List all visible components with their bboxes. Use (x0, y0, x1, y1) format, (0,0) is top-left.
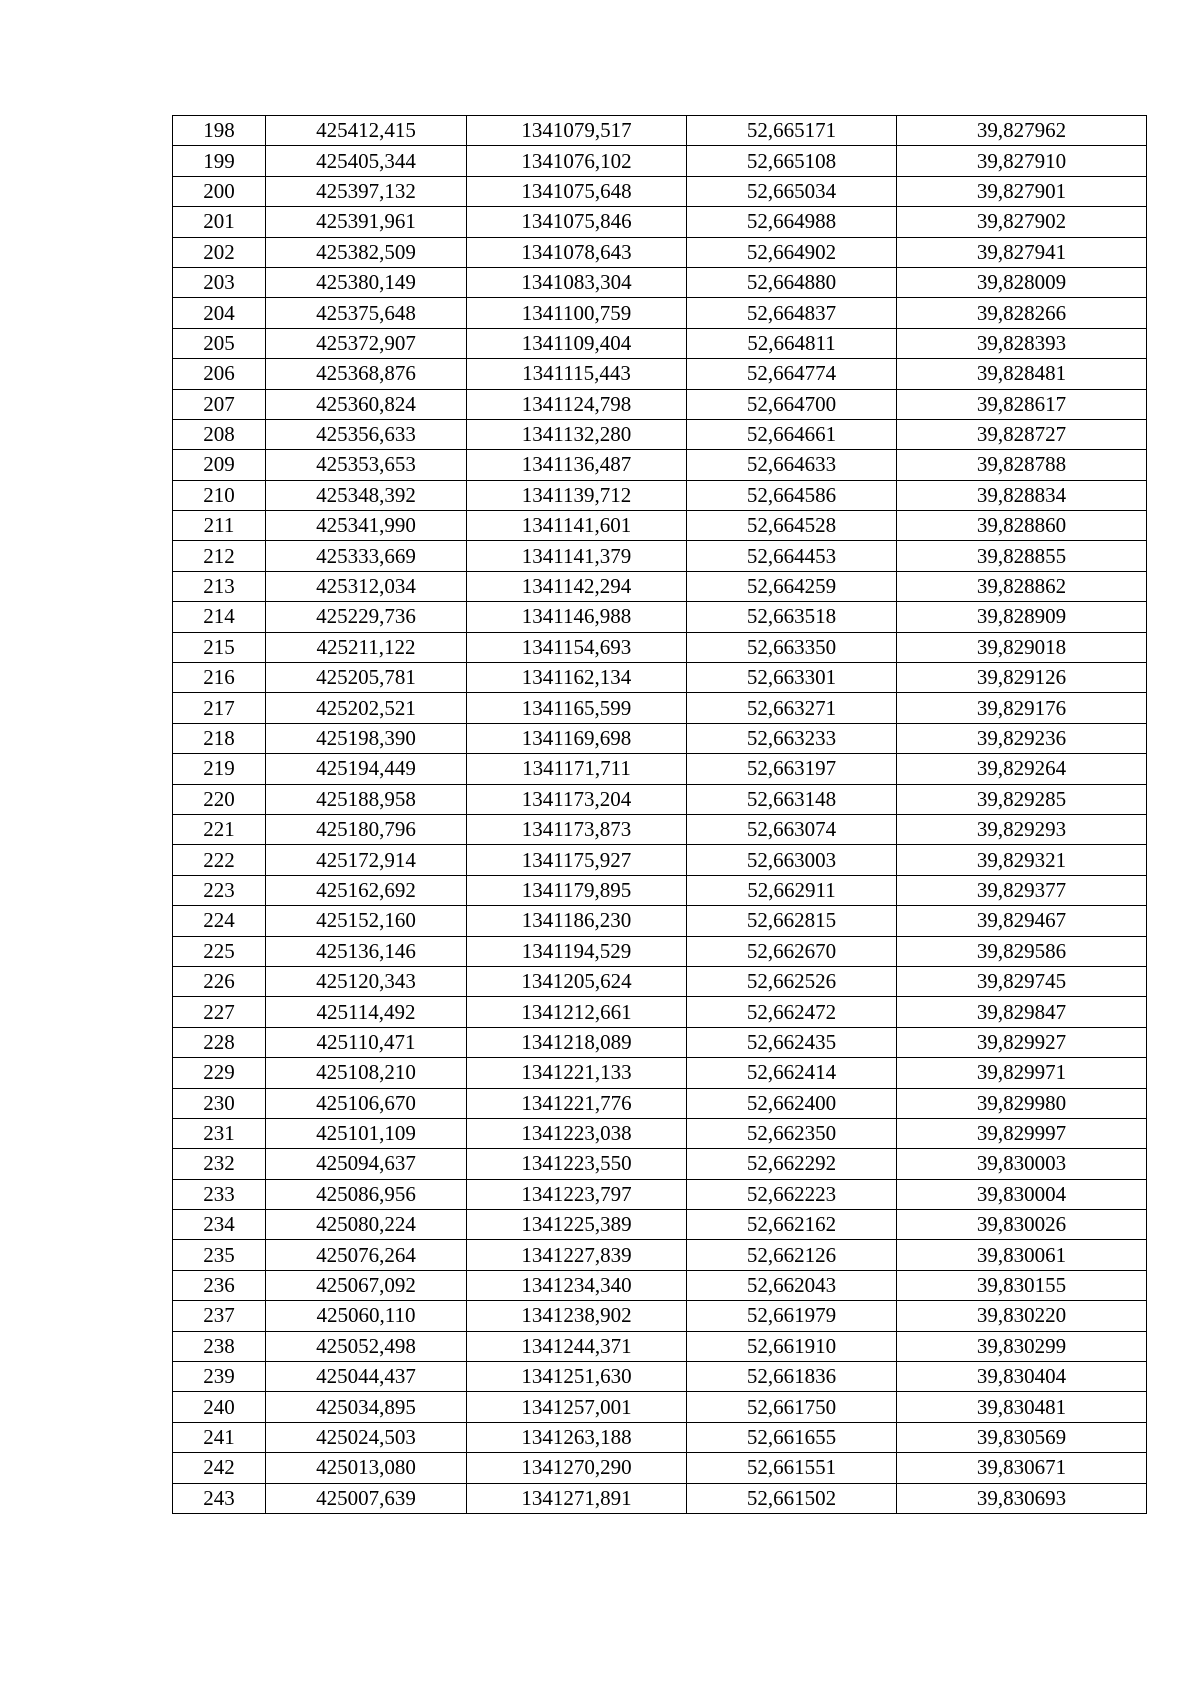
x-coordinate-cell: 425120,343 (266, 966, 467, 996)
longitude-cell: 39,827962 (897, 116, 1147, 146)
y-coordinate-cell: 1341205,624 (467, 966, 687, 996)
y-coordinate-cell: 1341218,089 (467, 1027, 687, 1057)
table-row (173, 936, 1147, 966)
longitude-cell: 39,828617 (897, 389, 1147, 419)
coordinates-table (172, 115, 1147, 1514)
longitude-cell: 39,829980 (897, 1088, 1147, 1118)
longitude-cell: 39,829293 (897, 814, 1147, 844)
longitude-cell: 39,830003 (897, 1149, 1147, 1179)
table-row (173, 419, 1147, 449)
point-number-cell: 214 (173, 602, 266, 632)
latitude-cell: 52,661910 (687, 1331, 897, 1361)
table-row (173, 1301, 1147, 1331)
latitude-cell: 52,662043 (687, 1270, 897, 1300)
table-row (173, 1453, 1147, 1483)
table-row (173, 1240, 1147, 1270)
point-number-cell: 217 (173, 693, 266, 723)
latitude-cell: 52,664811 (687, 328, 897, 358)
longitude-cell: 39,827901 (897, 176, 1147, 206)
longitude-cell: 39,830671 (897, 1453, 1147, 1483)
latitude-cell: 52,662126 (687, 1240, 897, 1270)
latitude-cell: 52,664700 (687, 389, 897, 419)
latitude-cell: 52,662670 (687, 936, 897, 966)
table-row (173, 328, 1147, 358)
x-coordinate-cell: 425412,415 (266, 116, 467, 146)
y-coordinate-cell: 1341083,304 (467, 267, 687, 297)
longitude-cell: 39,829467 (897, 906, 1147, 936)
x-coordinate-cell: 425341,990 (266, 511, 467, 541)
point-number-cell: 227 (173, 997, 266, 1027)
x-coordinate-cell: 425108,210 (266, 1058, 467, 1088)
x-coordinate-cell: 425180,796 (266, 814, 467, 844)
longitude-cell: 39,830404 (897, 1362, 1147, 1392)
y-coordinate-cell: 1341227,839 (467, 1240, 687, 1270)
latitude-cell: 52,664259 (687, 571, 897, 601)
x-coordinate-cell: 425360,824 (266, 389, 467, 419)
table-row (173, 1210, 1147, 1240)
table-row (173, 1270, 1147, 1300)
longitude-cell: 39,829847 (897, 997, 1147, 1027)
x-coordinate-cell: 425067,092 (266, 1270, 467, 1300)
table-row (173, 176, 1147, 206)
latitude-cell: 52,663350 (687, 632, 897, 662)
table-row (173, 1179, 1147, 1209)
latitude-cell: 52,661655 (687, 1422, 897, 1452)
point-number-cell: 209 (173, 450, 266, 480)
x-coordinate-cell: 425380,149 (266, 267, 467, 297)
longitude-cell: 39,828834 (897, 480, 1147, 510)
latitude-cell: 52,663233 (687, 723, 897, 753)
x-coordinate-cell: 425114,492 (266, 997, 467, 1027)
y-coordinate-cell: 1341251,630 (467, 1362, 687, 1392)
table-row (173, 450, 1147, 480)
x-coordinate-cell: 425312,034 (266, 571, 467, 601)
y-coordinate-cell: 1341194,529 (467, 936, 687, 966)
table-row (173, 997, 1147, 1027)
latitude-cell: 52,662526 (687, 966, 897, 996)
longitude-cell: 39,827902 (897, 207, 1147, 237)
longitude-cell: 39,828909 (897, 602, 1147, 632)
longitude-cell: 39,829285 (897, 784, 1147, 814)
x-coordinate-cell: 425372,907 (266, 328, 467, 358)
table-row (173, 693, 1147, 723)
point-number-cell: 235 (173, 1240, 266, 1270)
x-coordinate-cell: 425106,670 (266, 1088, 467, 1118)
point-number-cell: 203 (173, 267, 266, 297)
x-coordinate-cell: 425034,895 (266, 1392, 467, 1422)
y-coordinate-cell: 1341075,648 (467, 176, 687, 206)
latitude-cell: 52,662815 (687, 906, 897, 936)
point-number-cell: 230 (173, 1088, 266, 1118)
point-number-cell: 228 (173, 1027, 266, 1057)
y-coordinate-cell: 1341100,759 (467, 298, 687, 328)
point-number-cell: 205 (173, 328, 266, 358)
latitude-cell: 52,664837 (687, 298, 897, 328)
table-row (173, 754, 1147, 784)
table-row (173, 511, 1147, 541)
y-coordinate-cell: 1341179,895 (467, 875, 687, 905)
longitude-cell: 39,829018 (897, 632, 1147, 662)
y-coordinate-cell: 1341136,487 (467, 450, 687, 480)
latitude-cell: 52,663197 (687, 754, 897, 784)
table-row (173, 723, 1147, 753)
latitude-cell: 52,661502 (687, 1483, 897, 1513)
point-number-cell: 213 (173, 571, 266, 601)
latitude-cell: 52,662400 (687, 1088, 897, 1118)
y-coordinate-cell: 1341238,902 (467, 1301, 687, 1331)
table-row (173, 237, 1147, 267)
x-coordinate-cell: 425353,653 (266, 450, 467, 480)
x-coordinate-cell: 425162,692 (266, 875, 467, 905)
latitude-cell: 52,662414 (687, 1058, 897, 1088)
y-coordinate-cell: 1341270,290 (467, 1453, 687, 1483)
longitude-cell: 39,828481 (897, 359, 1147, 389)
point-number-cell: 219 (173, 754, 266, 784)
latitude-cell: 52,661750 (687, 1392, 897, 1422)
point-number-cell: 200 (173, 176, 266, 206)
point-number-cell: 234 (173, 1210, 266, 1240)
x-coordinate-cell: 425333,669 (266, 541, 467, 571)
y-coordinate-cell: 1341079,517 (467, 116, 687, 146)
y-coordinate-cell: 1341221,776 (467, 1088, 687, 1118)
y-coordinate-cell: 1341146,988 (467, 602, 687, 632)
longitude-cell: 39,828860 (897, 511, 1147, 541)
table-row (173, 207, 1147, 237)
longitude-cell: 39,828855 (897, 541, 1147, 571)
x-coordinate-cell: 425188,958 (266, 784, 467, 814)
point-number-cell: 199 (173, 146, 266, 176)
y-coordinate-cell: 1341223,550 (467, 1149, 687, 1179)
latitude-cell: 52,664453 (687, 541, 897, 571)
latitude-cell: 52,663003 (687, 845, 897, 875)
longitude-cell: 39,829745 (897, 966, 1147, 996)
point-number-cell: 208 (173, 419, 266, 449)
point-number-cell: 237 (173, 1301, 266, 1331)
x-coordinate-cell: 425024,503 (266, 1422, 467, 1452)
latitude-cell: 52,661836 (687, 1362, 897, 1392)
x-coordinate-cell: 425229,736 (266, 602, 467, 632)
y-coordinate-cell: 1341234,340 (467, 1270, 687, 1300)
x-coordinate-cell: 425382,509 (266, 237, 467, 267)
y-coordinate-cell: 1341109,404 (467, 328, 687, 358)
y-coordinate-cell: 1341171,711 (467, 754, 687, 784)
y-coordinate-cell: 1341173,204 (467, 784, 687, 814)
x-coordinate-cell: 425007,639 (266, 1483, 467, 1513)
longitude-cell: 39,830481 (897, 1392, 1147, 1422)
table-row (173, 602, 1147, 632)
point-number-cell: 221 (173, 814, 266, 844)
latitude-cell: 52,664774 (687, 359, 897, 389)
latitude-cell: 52,662911 (687, 875, 897, 905)
point-number-cell: 238 (173, 1331, 266, 1361)
longitude-cell: 39,827910 (897, 146, 1147, 176)
latitude-cell: 52,664633 (687, 450, 897, 480)
x-coordinate-cell: 425405,344 (266, 146, 467, 176)
x-coordinate-cell: 425110,471 (266, 1027, 467, 1057)
x-coordinate-cell: 425094,637 (266, 1149, 467, 1179)
point-number-cell: 224 (173, 906, 266, 936)
y-coordinate-cell: 1341141,601 (467, 511, 687, 541)
table-row (173, 966, 1147, 996)
latitude-cell: 52,662292 (687, 1149, 897, 1179)
point-number-cell: 215 (173, 632, 266, 662)
x-coordinate-cell: 425375,648 (266, 298, 467, 328)
x-coordinate-cell: 425391,961 (266, 207, 467, 237)
longitude-cell: 39,829971 (897, 1058, 1147, 1088)
longitude-cell: 39,830569 (897, 1422, 1147, 1452)
y-coordinate-cell: 1341141,379 (467, 541, 687, 571)
point-number-cell: 229 (173, 1058, 266, 1088)
longitude-cell: 39,829264 (897, 754, 1147, 784)
x-coordinate-cell: 425060,110 (266, 1301, 467, 1331)
point-number-cell: 201 (173, 207, 266, 237)
table-row (173, 541, 1147, 571)
y-coordinate-cell: 1341115,443 (467, 359, 687, 389)
longitude-cell: 39,830299 (897, 1331, 1147, 1361)
table-row (173, 875, 1147, 905)
point-number-cell: 212 (173, 541, 266, 571)
y-coordinate-cell: 1341142,294 (467, 571, 687, 601)
coordinates-table-body (173, 116, 1147, 1514)
y-coordinate-cell: 1341221,133 (467, 1058, 687, 1088)
point-number-cell: 223 (173, 875, 266, 905)
y-coordinate-cell: 1341225,389 (467, 1210, 687, 1240)
point-number-cell: 198 (173, 116, 266, 146)
latitude-cell: 52,663074 (687, 814, 897, 844)
longitude-cell: 39,829586 (897, 936, 1147, 966)
y-coordinate-cell: 1341175,927 (467, 845, 687, 875)
latitude-cell: 52,663148 (687, 784, 897, 814)
longitude-cell: 39,829236 (897, 723, 1147, 753)
point-number-cell: 211 (173, 511, 266, 541)
latitude-cell: 52,662472 (687, 997, 897, 1027)
table-row (173, 571, 1147, 601)
y-coordinate-cell: 1341186,230 (467, 906, 687, 936)
latitude-cell: 52,662435 (687, 1027, 897, 1057)
table-row (173, 845, 1147, 875)
y-coordinate-cell: 1341132,280 (467, 419, 687, 449)
y-coordinate-cell: 1341173,873 (467, 814, 687, 844)
x-coordinate-cell: 425211,122 (266, 632, 467, 662)
latitude-cell: 52,663271 (687, 693, 897, 723)
longitude-cell: 39,828862 (897, 571, 1147, 601)
longitude-cell: 39,830061 (897, 1240, 1147, 1270)
latitude-cell: 52,664902 (687, 237, 897, 267)
table-row (173, 663, 1147, 693)
point-number-cell: 207 (173, 389, 266, 419)
table-row (173, 1331, 1147, 1361)
longitude-cell: 39,828393 (897, 328, 1147, 358)
y-coordinate-cell: 1341076,102 (467, 146, 687, 176)
table-row (173, 632, 1147, 662)
x-coordinate-cell: 425086,956 (266, 1179, 467, 1209)
latitude-cell: 52,664661 (687, 419, 897, 449)
y-coordinate-cell: 1341124,798 (467, 389, 687, 419)
longitude-cell: 39,830026 (897, 1210, 1147, 1240)
latitude-cell: 52,665171 (687, 116, 897, 146)
latitude-cell: 52,661979 (687, 1301, 897, 1331)
x-coordinate-cell: 425136,146 (266, 936, 467, 966)
x-coordinate-cell: 425194,449 (266, 754, 467, 784)
point-number-cell: 202 (173, 237, 266, 267)
longitude-cell: 39,827941 (897, 237, 1147, 267)
point-number-cell: 222 (173, 845, 266, 875)
table-row (173, 1058, 1147, 1088)
x-coordinate-cell: 425052,498 (266, 1331, 467, 1361)
point-number-cell: 206 (173, 359, 266, 389)
longitude-cell: 39,828727 (897, 419, 1147, 449)
x-coordinate-cell: 425080,224 (266, 1210, 467, 1240)
latitude-cell: 52,663518 (687, 602, 897, 632)
longitude-cell: 39,829176 (897, 693, 1147, 723)
point-number-cell: 240 (173, 1392, 266, 1422)
latitude-cell: 52,664528 (687, 511, 897, 541)
longitude-cell: 39,829377 (897, 875, 1147, 905)
longitude-cell: 39,828266 (897, 298, 1147, 328)
table-row (173, 116, 1147, 146)
point-number-cell: 239 (173, 1362, 266, 1392)
x-coordinate-cell: 425397,132 (266, 176, 467, 206)
point-number-cell: 243 (173, 1483, 266, 1513)
point-number-cell: 216 (173, 663, 266, 693)
table-row (173, 298, 1147, 328)
table-row (173, 1392, 1147, 1422)
table-row (173, 359, 1147, 389)
latitude-cell: 52,663301 (687, 663, 897, 693)
longitude-cell: 39,828009 (897, 267, 1147, 297)
point-number-cell: 225 (173, 936, 266, 966)
table-row (173, 389, 1147, 419)
table-row (173, 146, 1147, 176)
y-coordinate-cell: 1341169,698 (467, 723, 687, 753)
longitude-cell: 39,830004 (897, 1179, 1147, 1209)
x-coordinate-cell: 425198,390 (266, 723, 467, 753)
table-row (173, 1362, 1147, 1392)
latitude-cell: 52,665034 (687, 176, 897, 206)
point-number-cell: 232 (173, 1149, 266, 1179)
x-coordinate-cell: 425013,080 (266, 1453, 467, 1483)
point-number-cell: 236 (173, 1270, 266, 1300)
point-number-cell: 226 (173, 966, 266, 996)
longitude-cell: 39,828788 (897, 450, 1147, 480)
point-number-cell: 218 (173, 723, 266, 753)
y-coordinate-cell: 1341263,188 (467, 1422, 687, 1452)
longitude-cell: 39,830155 (897, 1270, 1147, 1300)
latitude-cell: 52,664880 (687, 267, 897, 297)
x-coordinate-cell: 425172,914 (266, 845, 467, 875)
longitude-cell: 39,829927 (897, 1027, 1147, 1057)
x-coordinate-cell: 425348,392 (266, 480, 467, 510)
y-coordinate-cell: 1341271,891 (467, 1483, 687, 1513)
x-coordinate-cell: 425205,781 (266, 663, 467, 693)
latitude-cell: 52,664586 (687, 480, 897, 510)
table-row (173, 1149, 1147, 1179)
table-row (173, 814, 1147, 844)
latitude-cell: 52,662162 (687, 1210, 897, 1240)
y-coordinate-cell: 1341257,001 (467, 1392, 687, 1422)
point-number-cell: 210 (173, 480, 266, 510)
latitude-cell: 52,665108 (687, 146, 897, 176)
table-row (173, 1422, 1147, 1452)
table-row (173, 784, 1147, 814)
point-number-cell: 242 (173, 1453, 266, 1483)
table-row (173, 1088, 1147, 1118)
y-coordinate-cell: 1341075,846 (467, 207, 687, 237)
longitude-cell: 39,830693 (897, 1483, 1147, 1513)
longitude-cell: 39,830220 (897, 1301, 1147, 1331)
x-coordinate-cell: 425076,264 (266, 1240, 467, 1270)
y-coordinate-cell: 1341162,134 (467, 663, 687, 693)
x-coordinate-cell: 425152,160 (266, 906, 467, 936)
x-coordinate-cell: 425356,633 (266, 419, 467, 449)
y-coordinate-cell: 1341139,712 (467, 480, 687, 510)
longitude-cell: 39,829321 (897, 845, 1147, 875)
latitude-cell: 52,662223 (687, 1179, 897, 1209)
longitude-cell: 39,829997 (897, 1118, 1147, 1148)
y-coordinate-cell: 1341154,693 (467, 632, 687, 662)
point-number-cell: 220 (173, 784, 266, 814)
x-coordinate-cell: 425044,437 (266, 1362, 467, 1392)
y-coordinate-cell: 1341165,599 (467, 693, 687, 723)
y-coordinate-cell: 1341223,038 (467, 1118, 687, 1148)
table-row (173, 1483, 1147, 1513)
x-coordinate-cell: 425368,876 (266, 359, 467, 389)
latitude-cell: 52,662350 (687, 1118, 897, 1148)
latitude-cell: 52,661551 (687, 1453, 897, 1483)
table-row (173, 1118, 1147, 1148)
longitude-cell: 39,829126 (897, 663, 1147, 693)
table-row (173, 267, 1147, 297)
table-row (173, 480, 1147, 510)
point-number-cell: 241 (173, 1422, 266, 1452)
y-coordinate-cell: 1341244,371 (467, 1331, 687, 1361)
table-row (173, 906, 1147, 936)
latitude-cell: 52,664988 (687, 207, 897, 237)
y-coordinate-cell: 1341078,643 (467, 237, 687, 267)
y-coordinate-cell: 1341212,661 (467, 997, 687, 1027)
point-number-cell: 204 (173, 298, 266, 328)
point-number-cell: 233 (173, 1179, 266, 1209)
y-coordinate-cell: 1341223,797 (467, 1179, 687, 1209)
x-coordinate-cell: 425101,109 (266, 1118, 467, 1148)
table-row (173, 1027, 1147, 1057)
x-coordinate-cell: 425202,521 (266, 693, 467, 723)
point-number-cell: 231 (173, 1118, 266, 1148)
